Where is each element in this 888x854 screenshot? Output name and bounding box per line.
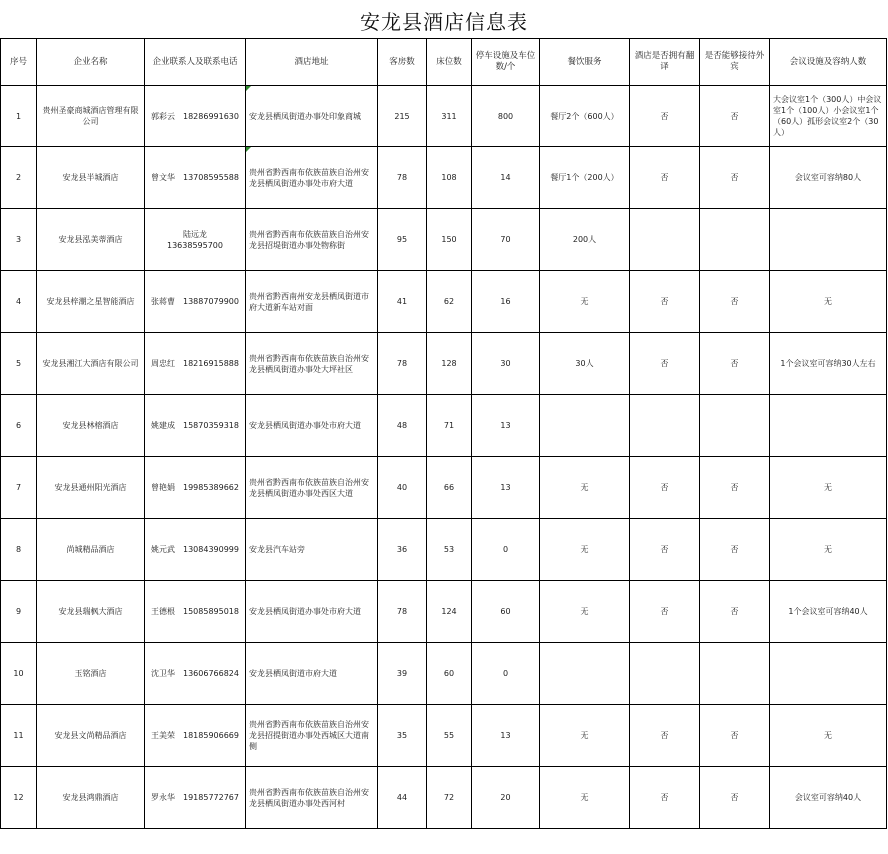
header-cell: 餐饮服务 xyxy=(540,39,630,86)
room-count-cell: 78 xyxy=(378,581,427,643)
meeting-facilities-cell: 无 xyxy=(770,271,887,333)
bed-count-cell: 150 xyxy=(427,209,472,271)
room-count-cell: 40 xyxy=(378,457,427,519)
contact-cell: 沈卫华 13606766824 xyxy=(145,643,246,705)
has-translator-cell: 否 xyxy=(630,519,700,581)
parking-spaces-cell: 16 xyxy=(472,271,540,333)
header-row xyxy=(1,39,887,86)
catering-service-cell: 餐厅1个（200人） xyxy=(540,147,630,209)
room-count-cell: 41 xyxy=(378,271,427,333)
catering-service-cell: 无 xyxy=(540,271,630,333)
has-translator-cell: 否 xyxy=(630,705,700,767)
catering-service-cell: 餐厅2个（600人） xyxy=(540,86,630,147)
has-translator-cell: 否 xyxy=(630,271,700,333)
table-row xyxy=(1,209,887,271)
header-cell: 会议设施及容纳人数 xyxy=(770,39,887,86)
table-row xyxy=(1,519,887,581)
contact-cell: 姚元武 13084390999 xyxy=(145,519,246,581)
row-number-cell: 3 xyxy=(1,209,37,271)
hotel-address-cell: 贵州省黔西南布依族苗族自治州安龙县栖凤街道办事处市府大道 xyxy=(246,147,378,209)
contact-cell: 陆远龙 13638595700 xyxy=(145,209,246,271)
row-number-cell: 7 xyxy=(1,457,37,519)
table-body xyxy=(1,86,887,829)
hotel-address-cell: 贵州省黔西南布依族苗族自治州安龙县招堤街道办事处物称街 xyxy=(246,209,378,271)
bed-count-cell: 53 xyxy=(427,519,472,581)
parking-spaces-cell: 13 xyxy=(472,395,540,457)
table-row xyxy=(1,333,887,395)
hotel-address-cell: 安龙县汽车站旁 xyxy=(246,519,378,581)
parking-spaces-cell: 0 xyxy=(472,519,540,581)
accepts-foreign-guests-cell xyxy=(700,209,770,271)
header-cell: 客房数 xyxy=(378,39,427,86)
accepts-foreign-guests-cell: 否 xyxy=(700,581,770,643)
meeting-facilities-cell xyxy=(770,643,887,705)
table-row xyxy=(1,643,887,705)
bed-count-cell: 128 xyxy=(427,333,472,395)
room-count-cell: 78 xyxy=(378,147,427,209)
room-count-cell: 78 xyxy=(378,333,427,395)
contact-cell: 曾文华 13708595588 xyxy=(145,147,246,209)
header-cell: 企业名称 xyxy=(37,39,145,86)
bed-count-cell: 124 xyxy=(427,581,472,643)
row-number-cell: 11 xyxy=(1,705,37,767)
room-count-cell: 36 xyxy=(378,519,427,581)
room-count-cell: 35 xyxy=(378,705,427,767)
accepts-foreign-guests-cell: 否 xyxy=(700,86,770,147)
header-cell: 企业联系人及联系电话 xyxy=(145,39,246,86)
header-cell: 酒店是否拥有翻译 xyxy=(630,39,700,86)
contact-cell: 王德根 15085895018 xyxy=(145,581,246,643)
contact-cell: 郭彩云 18286991630 xyxy=(145,86,246,147)
meeting-facilities-cell xyxy=(770,395,887,457)
company-name-cell: 尚城精品酒店 xyxy=(37,519,145,581)
contact-cell: 曾艳娟 19985389662 xyxy=(145,457,246,519)
contact-cell: 姚建成 15870359318 xyxy=(145,395,246,457)
hotel-address-cell: 安龙县栖凤街道办事处印象商城 xyxy=(246,86,378,147)
accepts-foreign-guests-cell: 否 xyxy=(700,333,770,395)
has-translator-cell: 否 xyxy=(630,767,700,829)
bed-count-cell: 71 xyxy=(427,395,472,457)
table-row xyxy=(1,457,887,519)
header-cell: 床位数 xyxy=(427,39,472,86)
header-cell: 停车设施及车位数/个 xyxy=(472,39,540,86)
accepts-foreign-guests-cell: 否 xyxy=(700,457,770,519)
room-count-cell: 48 xyxy=(378,395,427,457)
meeting-facilities-cell: 会议室可容纳40人 xyxy=(770,767,887,829)
hotel-table xyxy=(0,38,887,829)
parking-spaces-cell: 13 xyxy=(472,705,540,767)
table-row xyxy=(1,581,887,643)
parking-spaces-cell: 14 xyxy=(472,147,540,209)
row-number-cell: 9 xyxy=(1,581,37,643)
row-number-cell: 2 xyxy=(1,147,37,209)
contact-cell: 张蒋曹 13887079900 xyxy=(145,271,246,333)
meeting-facilities-cell: 大会议室1个（300人）中会议室1个（100人）小会议室1个（60人）孤形会议室2个（30人） xyxy=(770,86,887,147)
company-name-cell: 安龙县瑞枫大酒店 xyxy=(37,581,145,643)
catering-service-cell: 无 xyxy=(540,457,630,519)
meeting-facilities-cell: 会议室可容纳80人 xyxy=(770,147,887,209)
parking-spaces-cell: 20 xyxy=(472,767,540,829)
row-number-cell: 10 xyxy=(1,643,37,705)
has-translator-cell: 否 xyxy=(630,581,700,643)
has-translator-cell xyxy=(630,643,700,705)
parking-spaces-cell: 70 xyxy=(472,209,540,271)
meeting-facilities-cell: 无 xyxy=(770,705,887,767)
sheet-title: 安龙县酒店信息表 xyxy=(360,10,528,34)
hotel-address-cell: 贵州省黔西南州安龙县栖凤街道市府大道新车站对面 xyxy=(246,271,378,333)
contact-cell: 罗永华 19185772767 xyxy=(145,767,246,829)
room-count-cell: 39 xyxy=(378,643,427,705)
parking-spaces-cell: 800 xyxy=(472,86,540,147)
parking-spaces-cell: 0 xyxy=(472,643,540,705)
row-number-cell: 6 xyxy=(1,395,37,457)
header-cell: 是否能够接待外宾 xyxy=(700,39,770,86)
catering-service-cell: 200人 xyxy=(540,209,630,271)
bed-count-cell: 72 xyxy=(427,767,472,829)
company-name-cell: 安龙县湘江大酒店有限公司 xyxy=(37,333,145,395)
hotel-address-cell: 贵州省黔西南布依族苗族自治州安龙县栖凤街道办事处大坪社区 xyxy=(246,333,378,395)
header-cell: 序号 xyxy=(1,39,37,86)
meeting-facilities-cell: 无 xyxy=(770,519,887,581)
bed-count-cell: 108 xyxy=(427,147,472,209)
room-count-cell: 44 xyxy=(378,767,427,829)
accepts-foreign-guests-cell: 否 xyxy=(700,705,770,767)
has-translator-cell: 否 xyxy=(630,457,700,519)
has-translator-cell: 否 xyxy=(630,86,700,147)
company-name-cell: 安龙县泓美蒂酒店 xyxy=(37,209,145,271)
row-number-cell: 8 xyxy=(1,519,37,581)
meeting-facilities-cell xyxy=(770,209,887,271)
row-number-cell: 5 xyxy=(1,333,37,395)
company-name-cell: 安龙县文尚精品酒店 xyxy=(37,705,145,767)
bed-count-cell: 311 xyxy=(427,86,472,147)
header-cell: 酒店地址 xyxy=(246,39,378,86)
parking-spaces-cell: 30 xyxy=(472,333,540,395)
accepts-foreign-guests-cell: 否 xyxy=(700,767,770,829)
catering-service-cell xyxy=(540,395,630,457)
accepts-foreign-guests-cell xyxy=(700,643,770,705)
catering-service-cell: 无 xyxy=(540,767,630,829)
table-row xyxy=(1,147,887,209)
contact-cell: 周忠红 18216915888 xyxy=(145,333,246,395)
parking-spaces-cell: 13 xyxy=(472,457,540,519)
row-number-cell: 12 xyxy=(1,767,37,829)
bed-count-cell: 60 xyxy=(427,643,472,705)
row-number-cell: 4 xyxy=(1,271,37,333)
room-count-cell: 215 xyxy=(378,86,427,147)
hotel-address-cell: 贵州省黔西南布依族苗族自治州安龙县栖凤街道办事处西区大道 xyxy=(246,457,378,519)
has-translator-cell: 否 xyxy=(630,147,700,209)
catering-service-cell: 无 xyxy=(540,519,630,581)
bed-count-cell: 66 xyxy=(427,457,472,519)
hotel-address-cell: 贵州省黔西南布依族苗族自治州安龙县栖凤街道办事处西河村 xyxy=(246,767,378,829)
catering-service-cell: 30人 xyxy=(540,333,630,395)
bed-count-cell: 55 xyxy=(427,705,472,767)
room-count-cell: 95 xyxy=(378,209,427,271)
accepts-foreign-guests-cell xyxy=(700,395,770,457)
meeting-facilities-cell: 1个会议室可容纳30人左右 xyxy=(770,333,887,395)
accepts-foreign-guests-cell: 否 xyxy=(700,519,770,581)
row-number-cell: 1 xyxy=(1,86,37,147)
hotel-address-cell: 安龙县栖凤街道市府大道 xyxy=(246,643,378,705)
table-row xyxy=(1,86,887,147)
hotel-address-cell: 安龙县栖凤街道办事处市府大道 xyxy=(246,395,378,457)
accepts-foreign-guests-cell: 否 xyxy=(700,147,770,209)
company-name-cell: 安龙县半城酒店 xyxy=(37,147,145,209)
company-name-cell: 安龙县鸿鼎酒店 xyxy=(37,767,145,829)
table-row xyxy=(1,705,887,767)
has-translator-cell xyxy=(630,395,700,457)
hotel-address-cell: 安龙县栖凤街道办事处市府大道 xyxy=(246,581,378,643)
catering-service-cell xyxy=(540,643,630,705)
table-row xyxy=(1,395,887,457)
company-name-cell: 安龙县梓潮之星智能酒店 xyxy=(37,271,145,333)
meeting-facilities-cell: 无 xyxy=(770,457,887,519)
catering-service-cell: 无 xyxy=(540,705,630,767)
catering-service-cell: 无 xyxy=(540,581,630,643)
table-row xyxy=(1,767,887,829)
company-name-cell: 玉铭酒店 xyxy=(37,643,145,705)
company-name-cell: 安龙县通州阳光酒店 xyxy=(37,457,145,519)
contact-cell: 王美荣 18185906669 xyxy=(145,705,246,767)
meeting-facilities-cell: 1个会议室可容纳40人 xyxy=(770,581,887,643)
parking-spaces-cell: 60 xyxy=(472,581,540,643)
table-row xyxy=(1,271,887,333)
has-translator-cell: 否 xyxy=(630,333,700,395)
has-translator-cell xyxy=(630,209,700,271)
bed-count-cell: 62 xyxy=(427,271,472,333)
company-name-cell: 贵州圣豪商城酒店管理有限公司 xyxy=(37,86,145,147)
accepts-foreign-guests-cell: 否 xyxy=(700,271,770,333)
company-name-cell: 安龙县林榕酒店 xyxy=(37,395,145,457)
hotel-address-cell: 贵州省黔西南布依族苗族自治州安龙县招提街道办事处西城区大道南侧 xyxy=(246,705,378,767)
